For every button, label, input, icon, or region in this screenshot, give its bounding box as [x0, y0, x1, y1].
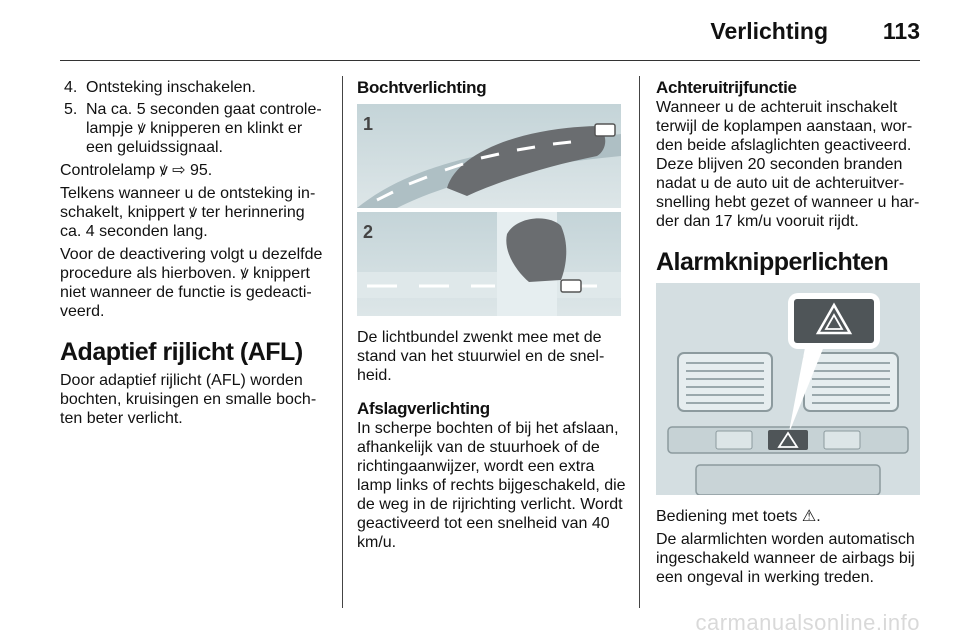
hazard-switch-illustration	[656, 283, 920, 495]
side-button	[824, 431, 860, 449]
column-middle	[357, 78, 627, 556]
paragraph-deactivation: Voor de deactivering volgt u dezelfde procedure als hierboven. ꝟ knippert niet wanneer de functie is gedeactiveerd.	[60, 246, 323, 320]
paragraph-controlelamp: Controlelamp ꝟ ⇨ 95.	[60, 162, 213, 179]
column-divider-1	[342, 76, 343, 608]
panel-1-car-icon	[595, 124, 615, 136]
watermark: carmanualsonline.info	[695, 610, 920, 635]
steps-list	[60, 78, 330, 157]
paragraph-afslag: In scherpe bochten of bij het afslaan, afhankelijk van de stuurhoek of de richtingaanwijzer, wordt een extra lamp links of rechts bijgeschakeld, die de weg in de rijrichting verlicht. Wordt geactiveerd tot een snelheid van 40 km/u.	[357, 420, 626, 551]
column-left	[60, 78, 330, 432]
step-number: 5.	[64, 101, 78, 118]
header-rule	[60, 60, 920, 61]
figure-label-1: 1	[363, 114, 374, 134]
list-item	[60, 78, 330, 97]
paragraph-alarm-airbag: De alarmlichten worden automatisch ingeschakeld wanneer de airbags bij een ongeval in werking treden.	[656, 531, 915, 586]
paragraph-reminder: Telkens wanneer u de ontsteking inschakelt, knippert ꝟ ter herinnering ca. 4 seconden lang.	[60, 185, 316, 240]
section-heading-afl: Adaptief rijlicht (AFL)	[60, 338, 303, 366]
paragraph-afl: Door adaptief rijlicht (AFL) worden bochten, kruisingen en smalle bochten beter verlicht.	[60, 372, 317, 427]
column-right	[656, 78, 926, 591]
figure-label-2: 2	[363, 222, 374, 242]
step-text: Na ca. 5 seconden gaat controlelampje ꝟ knipperen en klinkt er een geluidssignaal.	[86, 101, 322, 156]
section-heading-alarm: Alarmknipperlichten	[656, 248, 889, 276]
subheading-bochtverlichting: Bochtverlichting	[357, 78, 487, 97]
step-text: Ontsteking inschakelen.	[86, 79, 256, 96]
column-divider-2	[639, 76, 640, 608]
panel-2-background	[357, 212, 621, 316]
list-item	[60, 100, 330, 157]
page-number: 113	[882, 18, 920, 44]
lower-console	[696, 465, 880, 495]
paragraph-alarm-operation: Bediening met toets ⚠.	[656, 508, 821, 525]
page-title: Verlichting	[710, 18, 828, 44]
subheading-achteruitrijfunctie: Achteruitrijfunctie	[656, 78, 797, 97]
paragraph-bocht: De lichtbundel zwenkt mee met de stand van het stuurwiel en de snelheid.	[357, 329, 605, 384]
side-button	[716, 431, 752, 449]
cornering-light-illustration	[357, 104, 621, 316]
paragraph-achteruit: Wanneer u de achteruit inschakelt terwijl de koplampen aanstaan, worden beide afslaglichten geactiveerd. Deze blijven 20 seconden branden nadat u de auto uit de achteruitversnelling hebt gezet of wanneer u harder dan 17 km/u vooruit rijdt.	[656, 99, 920, 230]
panel-2-car-icon	[561, 280, 581, 292]
subheading-afslagverlichting: Afslagverlichting	[357, 399, 490, 418]
step-number: 4.	[64, 79, 78, 96]
